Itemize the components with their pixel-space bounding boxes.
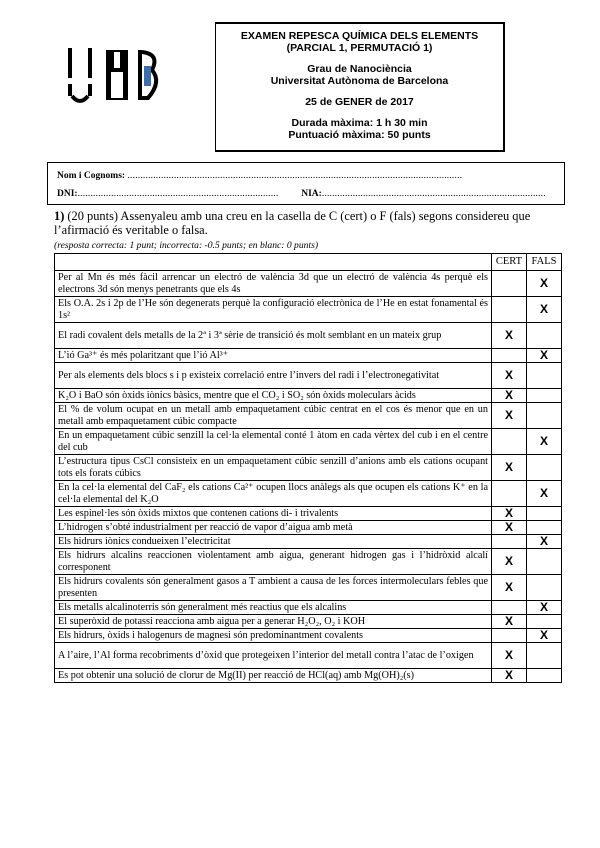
degree-name: Grau de Nanociència [307, 63, 412, 75]
table-row [55, 363, 562, 389]
id-numbers-line [57, 189, 546, 199]
fals-cell[interactable]: X [527, 601, 562, 615]
statement-text: Els metalls alcalinoterris són generalment més reactius que els alcalins [55, 601, 492, 615]
statement-text: En un empaquetament cúbic senzill la cel·la elemental conté 1 àtom en cada vèrtex del cub i en el centre del cub [55, 429, 492, 455]
cert-cell[interactable]: X [492, 323, 527, 349]
statement-text: Els O.A. 2s i 2p de l’He són degenerats perquè la configuració electrònica de l’He en estat fonamental és 1s² [55, 297, 492, 323]
exam-title: EXAMEN REPESCA QUÍMICA DELS ELEMENTS [240, 30, 479, 42]
cert-cell[interactable]: X [492, 389, 527, 403]
table-row [55, 643, 562, 669]
statement-text: L’hidrogen s’obté industrialment per reacció de vapor d’aigua amb metà [55, 521, 492, 535]
cert-cell[interactable] [492, 629, 527, 643]
cert-cell[interactable] [492, 429, 527, 455]
uab-logo [62, 40, 172, 120]
cert-cell[interactable]: X [492, 643, 527, 669]
statement-text: Els hidrurs iònics condueixen l’electricitat [55, 535, 492, 549]
fals-cell[interactable]: X [527, 271, 562, 297]
cert-cell[interactable]: X [492, 615, 527, 629]
statement-text: Les espinel·les són òxids mixtos que contenen cations di- i trivalents [55, 507, 492, 521]
fals-cell[interactable] [527, 363, 562, 389]
logo-accent [144, 66, 151, 86]
table-row [55, 629, 562, 643]
cert-cell[interactable]: X [492, 403, 527, 429]
dni-label: DNI: [57, 189, 78, 199]
question-number: 1) [54, 209, 65, 223]
cert-cell[interactable]: X [492, 575, 527, 601]
question-text: (20 punts) Assenyaleu amb una creu en la casella de C (cert) o F (fals) segons considereu que l’afirmació és veritable o falsa. [54, 209, 531, 237]
table-row [55, 455, 562, 481]
question-1 [54, 210, 559, 237]
table-row [55, 429, 562, 455]
statement-text: L’estructura tipus CsCl consisteix en un empaquetament cúbic senzill d’anions amb els cations ocupant tots els forats cúbics [55, 455, 492, 481]
fals-cell[interactable] [527, 575, 562, 601]
table-row [55, 615, 562, 629]
table-row [55, 297, 562, 323]
fals-cell[interactable]: X [527, 535, 562, 549]
fals-cell[interactable] [527, 507, 562, 521]
header-true: CERT [492, 254, 527, 271]
statement-text: El radi covalent dels metalls de la 2ª i 3ª sèrie de transició és molt semblant en un mateix grup [55, 323, 492, 349]
cert-cell[interactable]: X [492, 507, 527, 521]
table-row [55, 535, 562, 549]
statement-text: Per al Mn és més fàcil arrencar un electró de valència 3d que un electró de valència 4s perquè els electrons 3d són menys penetrants que els 4s [55, 271, 492, 297]
table-row [55, 271, 562, 297]
header-false: FALS [527, 254, 562, 271]
cert-cell[interactable]: X [492, 455, 527, 481]
university-name: Universitat Autònoma de Barcelona [270, 75, 449, 87]
cert-cell[interactable] [492, 481, 527, 507]
exam-date: 25 de GENER de 2017 [305, 96, 414, 108]
statement-text: El superòxid de potassi reacciona amb aigua per a generar H₂O₂, O₂ i KOH [55, 615, 492, 629]
name-label: Nom i Cognoms: [57, 171, 126, 181]
exam-header [215, 22, 505, 152]
statement-text: L’ió Ga³⁺ és més polaritzant que l’ió Al³⁺ [55, 349, 492, 363]
fals-cell[interactable]: X [527, 297, 562, 323]
nia-field[interactable]: ....................................................................................... [321, 189, 546, 199]
cert-cell[interactable]: X [492, 521, 527, 535]
fals-cell[interactable] [527, 389, 562, 403]
fals-cell[interactable] [527, 549, 562, 575]
fals-cell[interactable] [527, 615, 562, 629]
statement-text: En la cel·la elemental del CaF₂ els cations Ca²⁺ ocupen llocs anàlegs als que ocupen els cations K⁺ en la cel·la elemental del K₂O [55, 481, 492, 507]
name-line [57, 171, 462, 181]
cert-cell[interactable] [492, 601, 527, 615]
fals-cell[interactable]: X [527, 629, 562, 643]
student-identification [47, 162, 565, 205]
table-row [55, 403, 562, 429]
fals-cell[interactable] [527, 323, 562, 349]
statement-text: El % de volum ocupat en un metall amb empaquetament cúbic centrat en el cos és menor que en un metall amb empaquetament cúbic compacte [55, 403, 492, 429]
table-row [55, 601, 562, 615]
cert-cell[interactable]: X [492, 363, 527, 389]
table-row [55, 669, 562, 683]
fals-cell[interactable]: X [527, 349, 562, 363]
fals-cell[interactable] [527, 403, 562, 429]
table-row [55, 549, 562, 575]
header-statement [55, 254, 492, 271]
fals-cell[interactable] [527, 643, 562, 669]
statement-text: Els hidrurs covalents són generalment gasos a T ambient a causa de les forces intermoleculars febles que presenten [55, 575, 492, 601]
cert-cell[interactable] [492, 297, 527, 323]
table-row [55, 349, 562, 363]
fals-cell[interactable] [527, 521, 562, 535]
statements-body [55, 271, 562, 683]
table-row [55, 481, 562, 507]
exam-subtitle: (PARCIAL 1, PERMUTACIÓ 1) [286, 42, 433, 54]
statement-text: A l’aire, l’Al forma recobriments d’òxid que protegeixen l’interior del metall contra l’atac de l’oxigen [55, 643, 492, 669]
nia-label: NIA: [301, 189, 322, 199]
scoring-note: (resposta correcta: 1 punt; incorrecta: -0.5 punts; en blanc: 0 punts) [54, 240, 319, 251]
cert-cell[interactable] [492, 535, 527, 549]
cert-cell[interactable]: X [492, 549, 527, 575]
statement-text: Es pot obtenir una solució de clorur de Mg(II) per reacció de HCl(aq) amb Mg(OH)₂(s) [55, 669, 492, 683]
table-row [55, 389, 562, 403]
fals-cell[interactable] [527, 455, 562, 481]
cert-cell[interactable]: X [492, 669, 527, 683]
cert-cell[interactable] [492, 349, 527, 363]
fals-cell[interactable]: X [527, 481, 562, 507]
fals-cell[interactable] [527, 669, 562, 683]
exam-duration: Durada màxima: 1 h 30 min [291, 117, 428, 129]
fals-cell[interactable]: X [527, 429, 562, 455]
statement-text: Els hidrurs, òxids i halogenurs de magnesi són predominantment covalents [55, 629, 492, 643]
true-false-table [54, 253, 562, 683]
table-row [55, 521, 562, 535]
table-row [55, 323, 562, 349]
name-field[interactable]: .................................................................................................................................. [127, 171, 463, 181]
statement-text: Per als elements dels blocs s i p existeix correlació entre l’invers del radi i l’electronegativitat [55, 363, 492, 389]
dni-field[interactable]: .............................................................................. [77, 189, 279, 199]
table-row [55, 507, 562, 521]
cert-cell[interactable] [492, 271, 527, 297]
exam-max-score: Puntuació màxima: 50 punts [288, 129, 431, 141]
statement-text: K₂O i BaO són òxids iònics bàsics, mentre que el CO₂ i SO₂ són òxids moleculars àcids [55, 389, 492, 403]
table-row [55, 575, 562, 601]
statement-text: Els hidrurs alcalins reaccionen violentament amb aigua, generant hidrogen gas i l’hidròxid alcalí corresponent [55, 549, 492, 575]
